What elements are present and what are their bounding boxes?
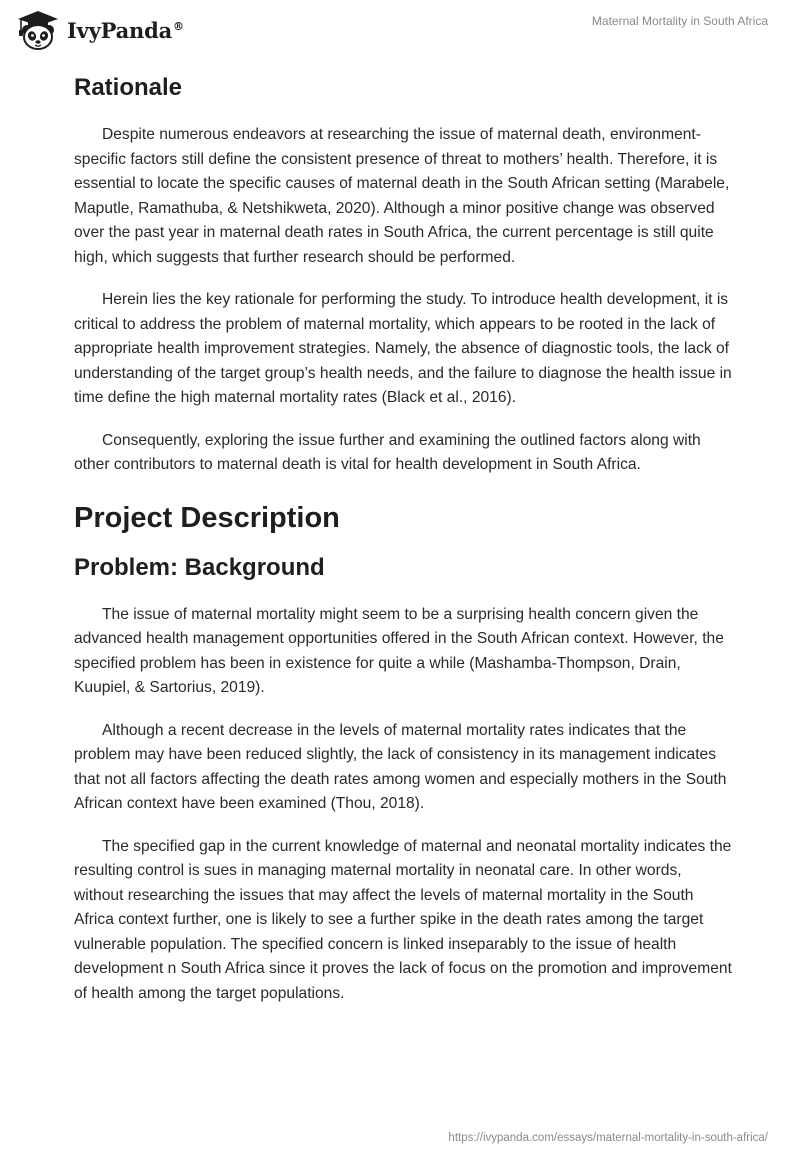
problem-paragraph-1: The issue of maternal mortality might seem to be a surprising health concern given the advanced health management opportunities offered in the South African context. However, the specified problem has been in existence for quite a while (Mashamba-Thompson, Drain, Kuupiel, & Sartorius, 2019). xyxy=(74,605,724,696)
problem-background-heading: Problem: Background xyxy=(74,553,325,581)
problem-paragraph-2: Although a recent decrease in the levels of maternal mortality rates indicates that the problem may have been reduced slightly, the lack of consistency in its management indicates that not all factors affecting the death rates among women and especially mothers in the South African context have been examined (Thou, 2018). xyxy=(74,721,727,812)
source-url-link[interactable]: https://ivypanda.com/essays/maternal-mortality-in-south-africa/ xyxy=(448,1132,768,1144)
rationale-paragraph-3: Consequently, exploring the issue further and examining the outlined factors along with other contributors to maternal death is vital for health development in South Africa. xyxy=(74,431,701,473)
panda-mortarboard-icon xyxy=(15,9,61,51)
page-header xyxy=(0,0,800,60)
project-description-heading: Project Description xyxy=(74,501,340,534)
rationale-paragraph-1: Despite numerous endeavors at researching the issue of maternal death, environment-specific factors still define the consistent presence of threat to mothers’ health. Therefore, it is essential to locate the specific causes of maternal death in the South African setting (Marabele, Maputle, Ramathuba, & Netshikweta, 2020). Although a minor positive change was observed over the past year in maternal death rates in South Africa, the current percentage is still quite high, which suggests that further research should be performed. xyxy=(74,126,730,266)
essay-content xyxy=(74,70,734,1006)
problem-paragraph-3: The specified gap in the current knowledge of maternal and neonatal mortality indicates the resulting control is sues in managing maternal mortality in neonatal care. In other words, without researching the issues that may affect the levels of maternal mortality in the South Africa context further, one is likely to see a further spike in the death rates among the target vulnerable population. The specified concern is linked inseparably to the issue of health development n South Africa since it proves the lack of focus on the promotion and improvement of health among the target populations. xyxy=(74,837,732,1002)
rationale-heading: Rationale xyxy=(74,74,183,101)
document-title: Maternal Mortality in South Africa xyxy=(591,14,768,28)
brand-logo[interactable] xyxy=(15,9,184,51)
brand-name: IvyPanda® xyxy=(67,17,184,43)
rationale-paragraph-2: Herein lies the key rationale for performing the study. To introduce health development, it is critical to address the problem of maternal mortality, which appears to be rooted in the lack of appropriate health improvement strategies. Namely, the absence of diagnostic tools, the lack of understanding of the target group’s health needs, and the failure to diagnose the health issue in time define the high maternal mortality rates (Black et al., 2016). xyxy=(74,291,732,406)
